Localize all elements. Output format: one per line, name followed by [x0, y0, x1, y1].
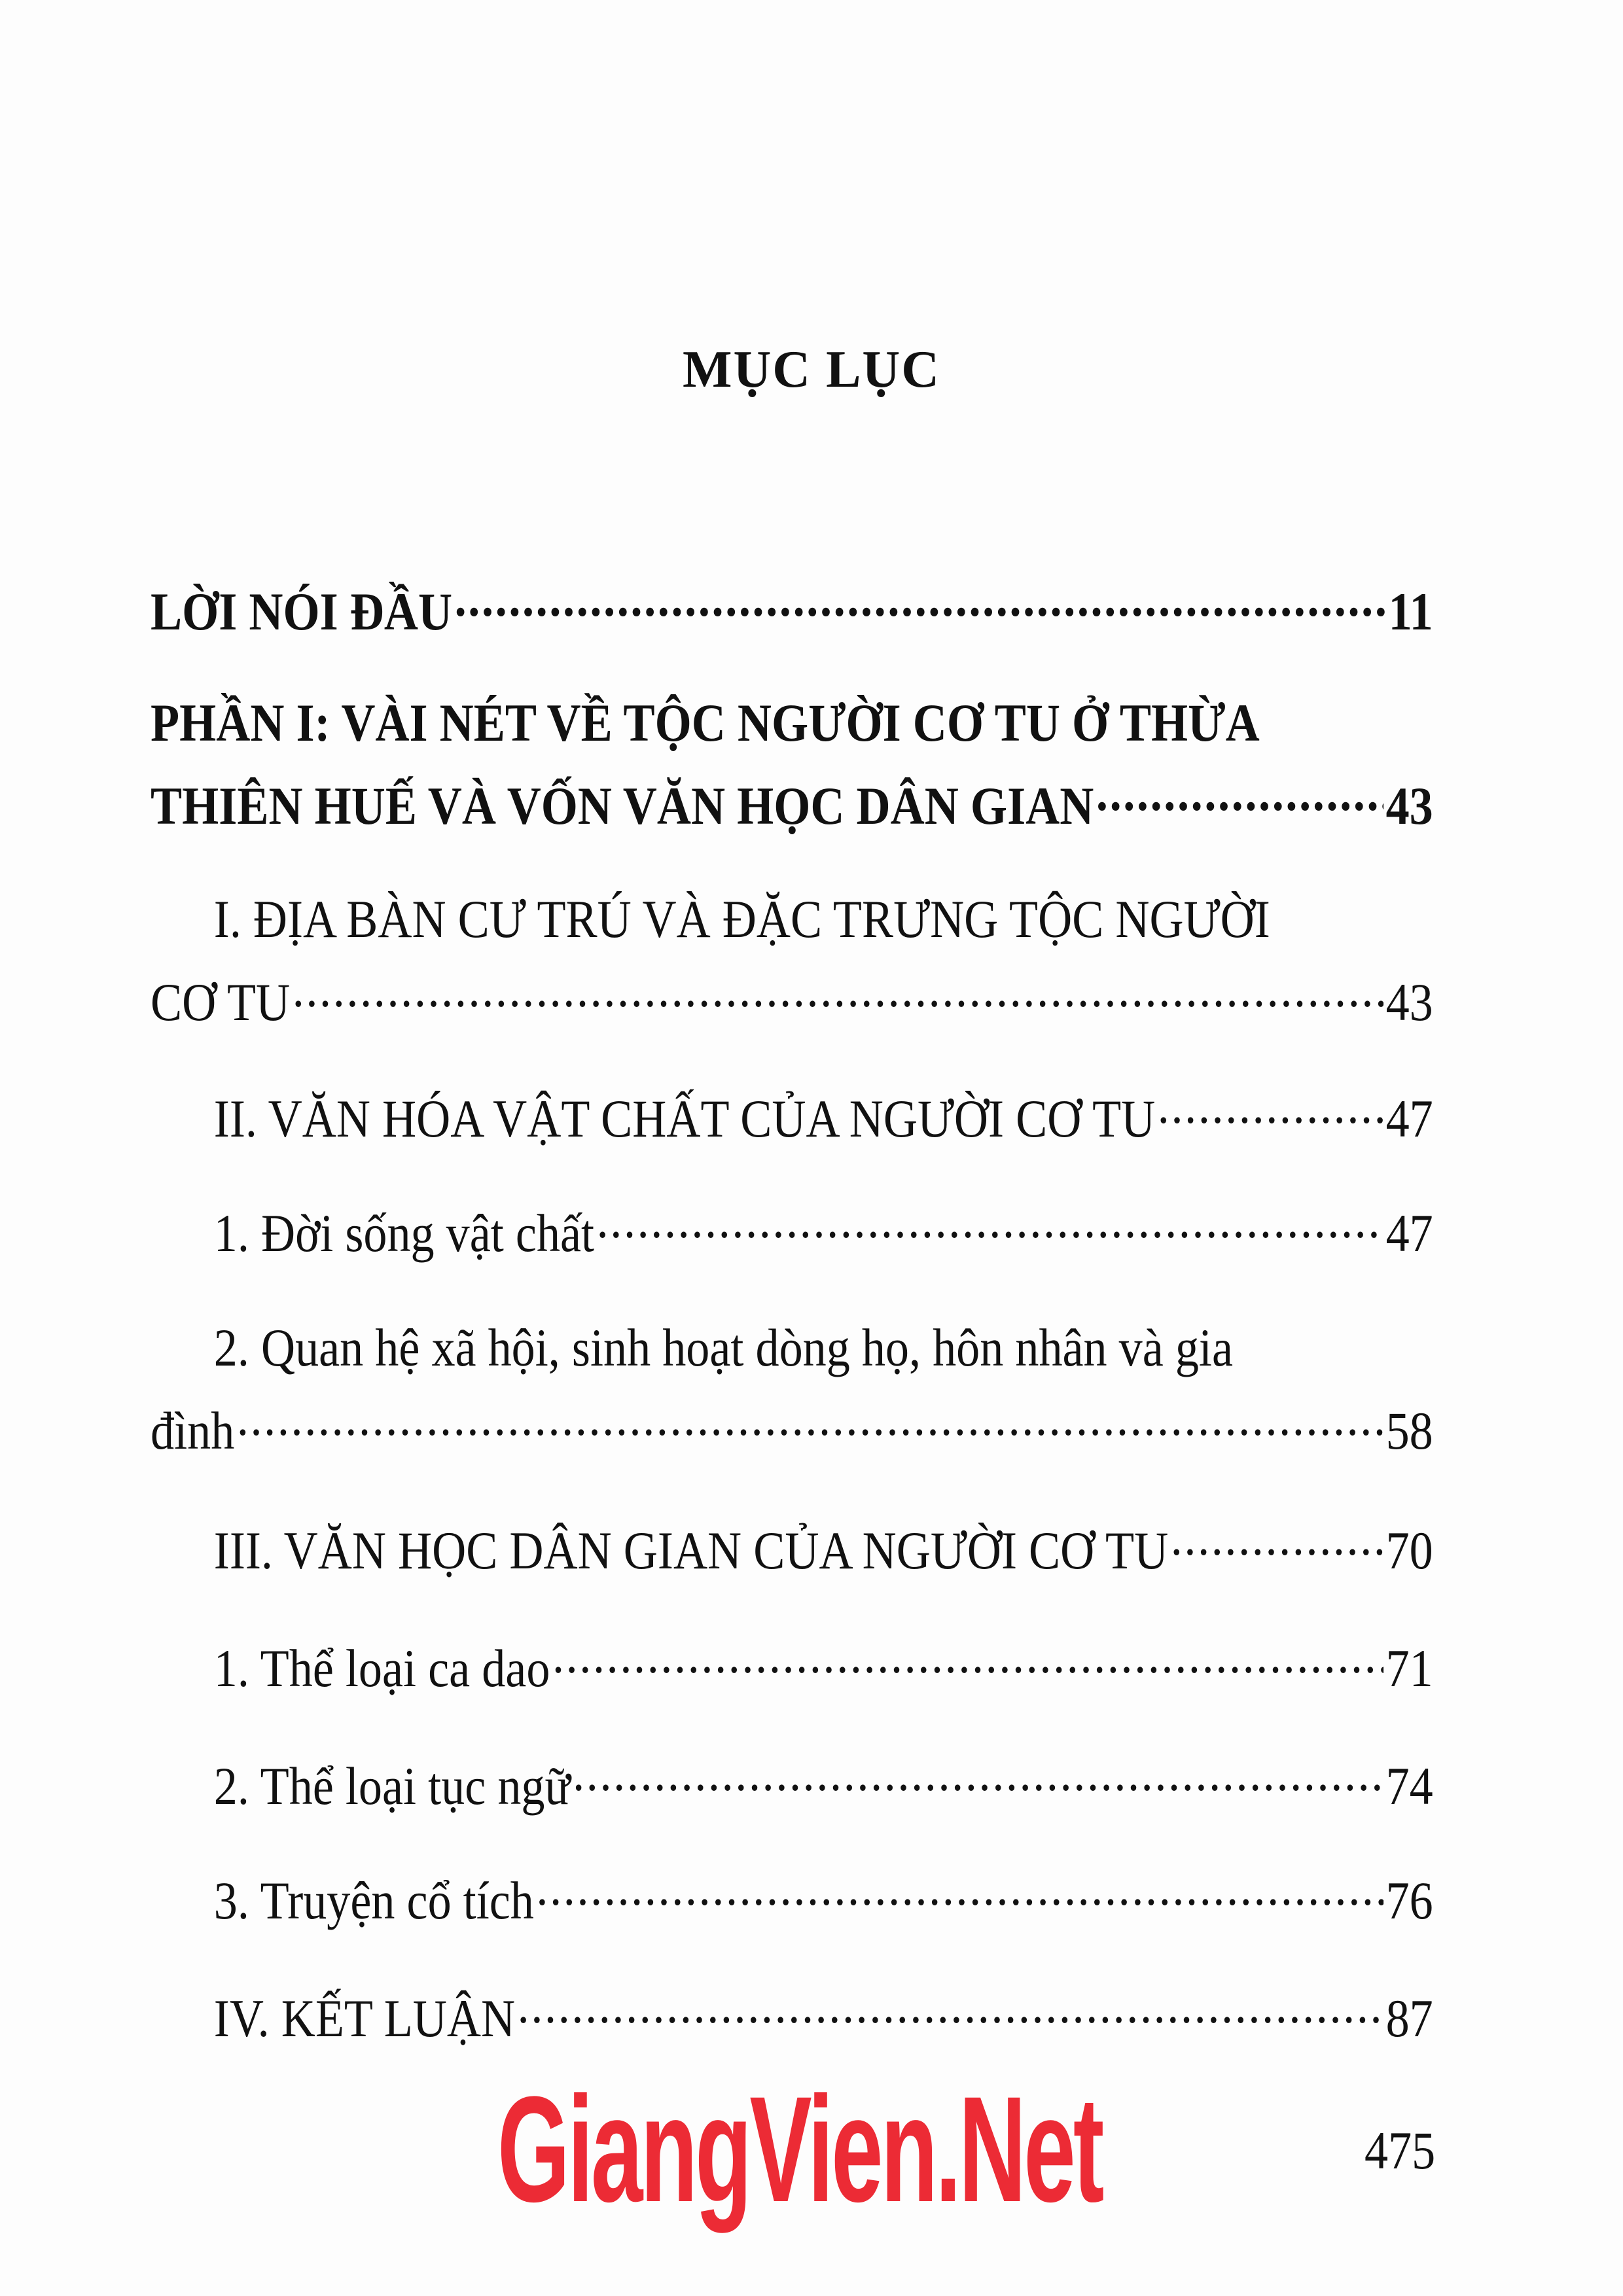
- toc-entry-section-2[interactable]: [151, 1083, 1433, 1152]
- toc-entry-page: 76: [1385, 1871, 1433, 1930]
- dot-leader: [237, 1395, 1383, 1449]
- toc-entry-page: 43: [1385, 972, 1433, 1032]
- page-number: 475: [1364, 2121, 1436, 2180]
- toc-entry-preface[interactable]: [151, 576, 1433, 645]
- dot-leader: [1158, 1083, 1383, 1137]
- toc-entry-part-1[interactable]: [151, 690, 1433, 839]
- dot-leader: [293, 966, 1383, 1020]
- toc-entry-page: 71: [1385, 1638, 1433, 1698]
- dot-leader: [518, 1983, 1383, 2036]
- dot-leader: [597, 1197, 1383, 1251]
- toc-entry-label: 2. Quan hệ xã hội, sinh hoạt dòng họ, hôn nhân và gia: [213, 1318, 1233, 1377]
- toc-entry-section-3[interactable]: [151, 1515, 1433, 1583]
- toc-entry-section-1[interactable]: [151, 887, 1433, 1035]
- toc-entry-label-cont: đình: [151, 1401, 235, 1460]
- dot-leader: [1096, 770, 1383, 824]
- toc-entry-label: 1. Đời sống vật chất: [213, 1203, 595, 1263]
- toc-entry-page: 47: [1385, 1089, 1433, 1148]
- toc-entry-section-3-2[interactable]: [151, 1750, 1433, 1819]
- toc-entry-section-3-3[interactable]: [151, 1865, 1433, 1934]
- toc-entry-section-2-2[interactable]: [151, 1315, 1433, 1464]
- toc-entry-page: 70: [1385, 1521, 1433, 1580]
- toc-entry-page: 43: [1385, 776, 1433, 836]
- toc-entry-page: 87: [1385, 1988, 1433, 2048]
- toc-entry-label: I. ĐỊA BÀN CƯ TRÚ VÀ ĐẶC TRƯNG TỘC NGƯỜI: [213, 889, 1270, 949]
- watermark-logo: GiangVien.Net: [497, 2065, 1102, 2233]
- page-title: MỤC LỤC: [683, 341, 940, 398]
- toc-entry-section-2-1[interactable]: [151, 1197, 1433, 1266]
- toc-entry-page: 74: [1385, 1756, 1433, 1816]
- toc-entry-section-3-1[interactable]: [151, 1633, 1433, 1701]
- dot-leader: [536, 1865, 1383, 1918]
- dot-leader: [455, 576, 1386, 629]
- toc-entry-label: 2. Thể loại tục ngữ: [213, 1756, 571, 1816]
- dot-leader: [573, 1750, 1383, 1804]
- toc-entry-page: 11: [1388, 582, 1433, 641]
- toc-entry-label-cont: THIÊN HUẾ VÀ VỐN VĂN HỌC DÂN GIAN: [151, 776, 1094, 836]
- toc-entry-label: LỜI NÓI ĐẦU: [151, 582, 453, 641]
- dot-leader: [1171, 1515, 1383, 1568]
- toc-entry-label: IV. KẾT LUẬN: [213, 1988, 516, 2048]
- dot-leader: [552, 1633, 1383, 1686]
- toc-entry-label: II. VĂN HÓA VẬT CHẤT CỦA NGƯỜI CƠ TU: [213, 1089, 1156, 1148]
- toc-entry-label: III. VĂN HỌC DÂN GIAN CỦA NGƯỜI CƠ TU: [213, 1521, 1169, 1580]
- toc-entry-page: 58: [1385, 1401, 1433, 1460]
- toc-entry-page: 47: [1385, 1203, 1433, 1263]
- toc-entry-label-cont: CƠ TU: [151, 972, 291, 1032]
- toc-entry-label: 1. Thể loại ca dao: [213, 1638, 550, 1698]
- toc-entry-section-4[interactable]: [151, 1983, 1433, 2051]
- toc-entry-label: 3. Truyện cổ tích: [213, 1871, 534, 1930]
- toc-entry-label: PHẦN I: VÀI NÉT VỀ TỘC NGƯỜI CƠ TU Ở THỪA: [151, 693, 1260, 752]
